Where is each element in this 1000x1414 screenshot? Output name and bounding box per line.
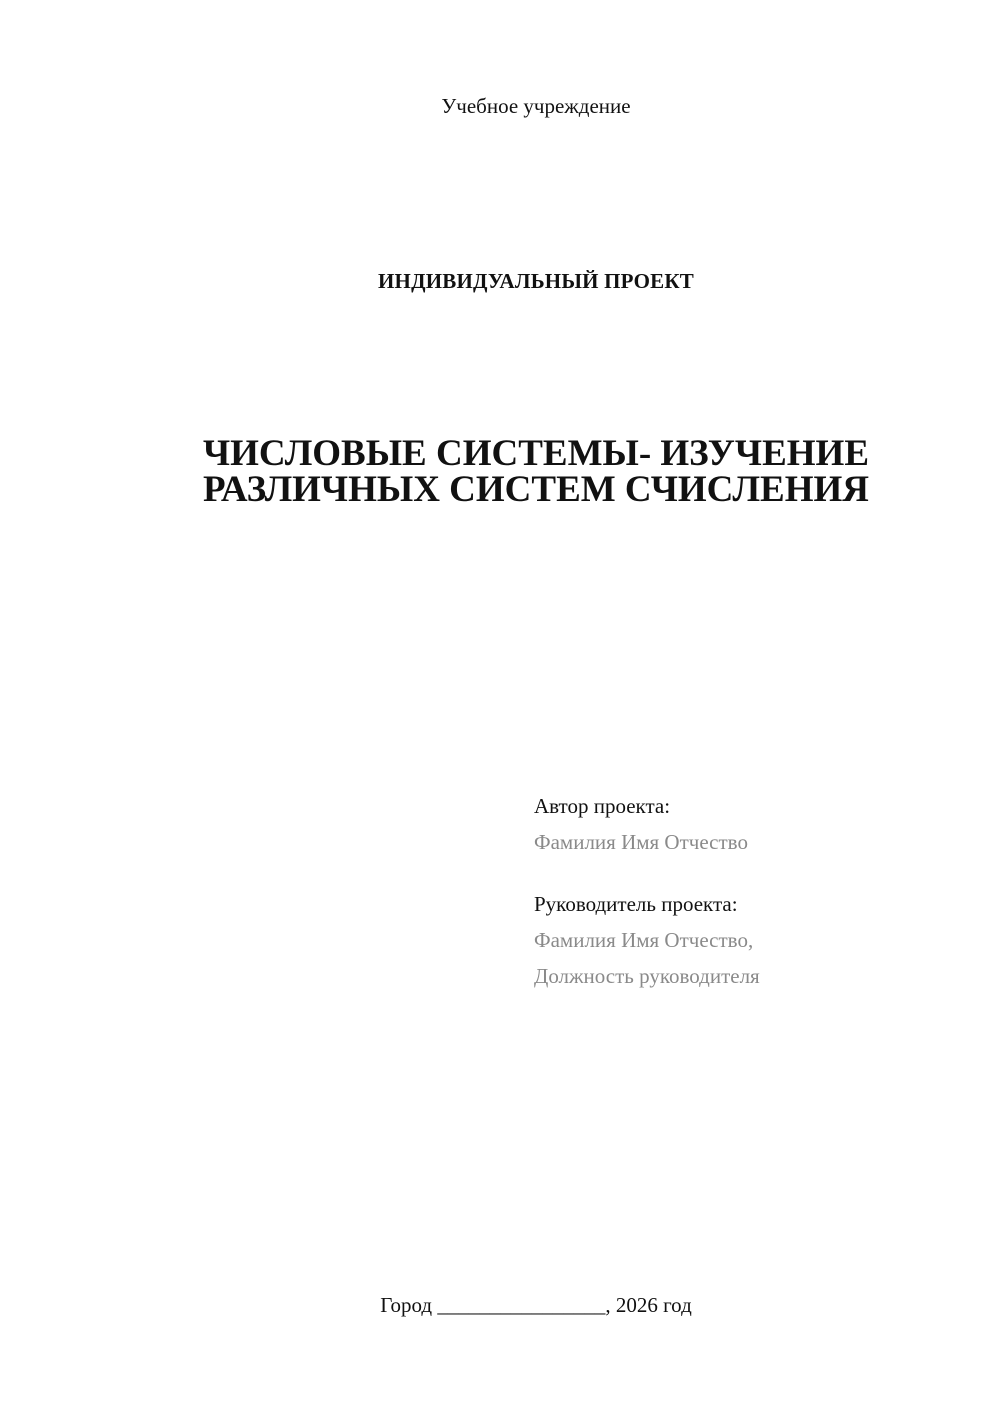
- credits-spacer: [534, 860, 974, 886]
- project-title-line-1: ЧИСЛОВЫЕ СИСТЕМЫ- ИЗУЧЕНИЕ: [202, 433, 870, 474]
- document-type: ИНДИВИДУАЛЬНЫЙ ПРОЕКТ: [378, 269, 694, 293]
- project-credits: [534, 788, 974, 994]
- institution-name: Учебное учреждение: [441, 94, 631, 118]
- author-name: Фамилия Имя Отчество: [534, 830, 748, 854]
- author-label: Автор проекта:: [534, 794, 671, 818]
- project-title-line-2: РАЗЛИЧНЫХ СИСТЕМ СЧИСЛЕНИЯ: [203, 469, 869, 510]
- city-year-line: Город ________________, 2026 год: [380, 1293, 692, 1317]
- project-title: [0, 433, 1000, 510]
- supervisor-name: Фамилия Имя Отчество,: [534, 928, 754, 952]
- supervisor-label: Руководитель проекта:: [534, 892, 738, 916]
- supervisor-position: Должность руководителя: [534, 964, 760, 988]
